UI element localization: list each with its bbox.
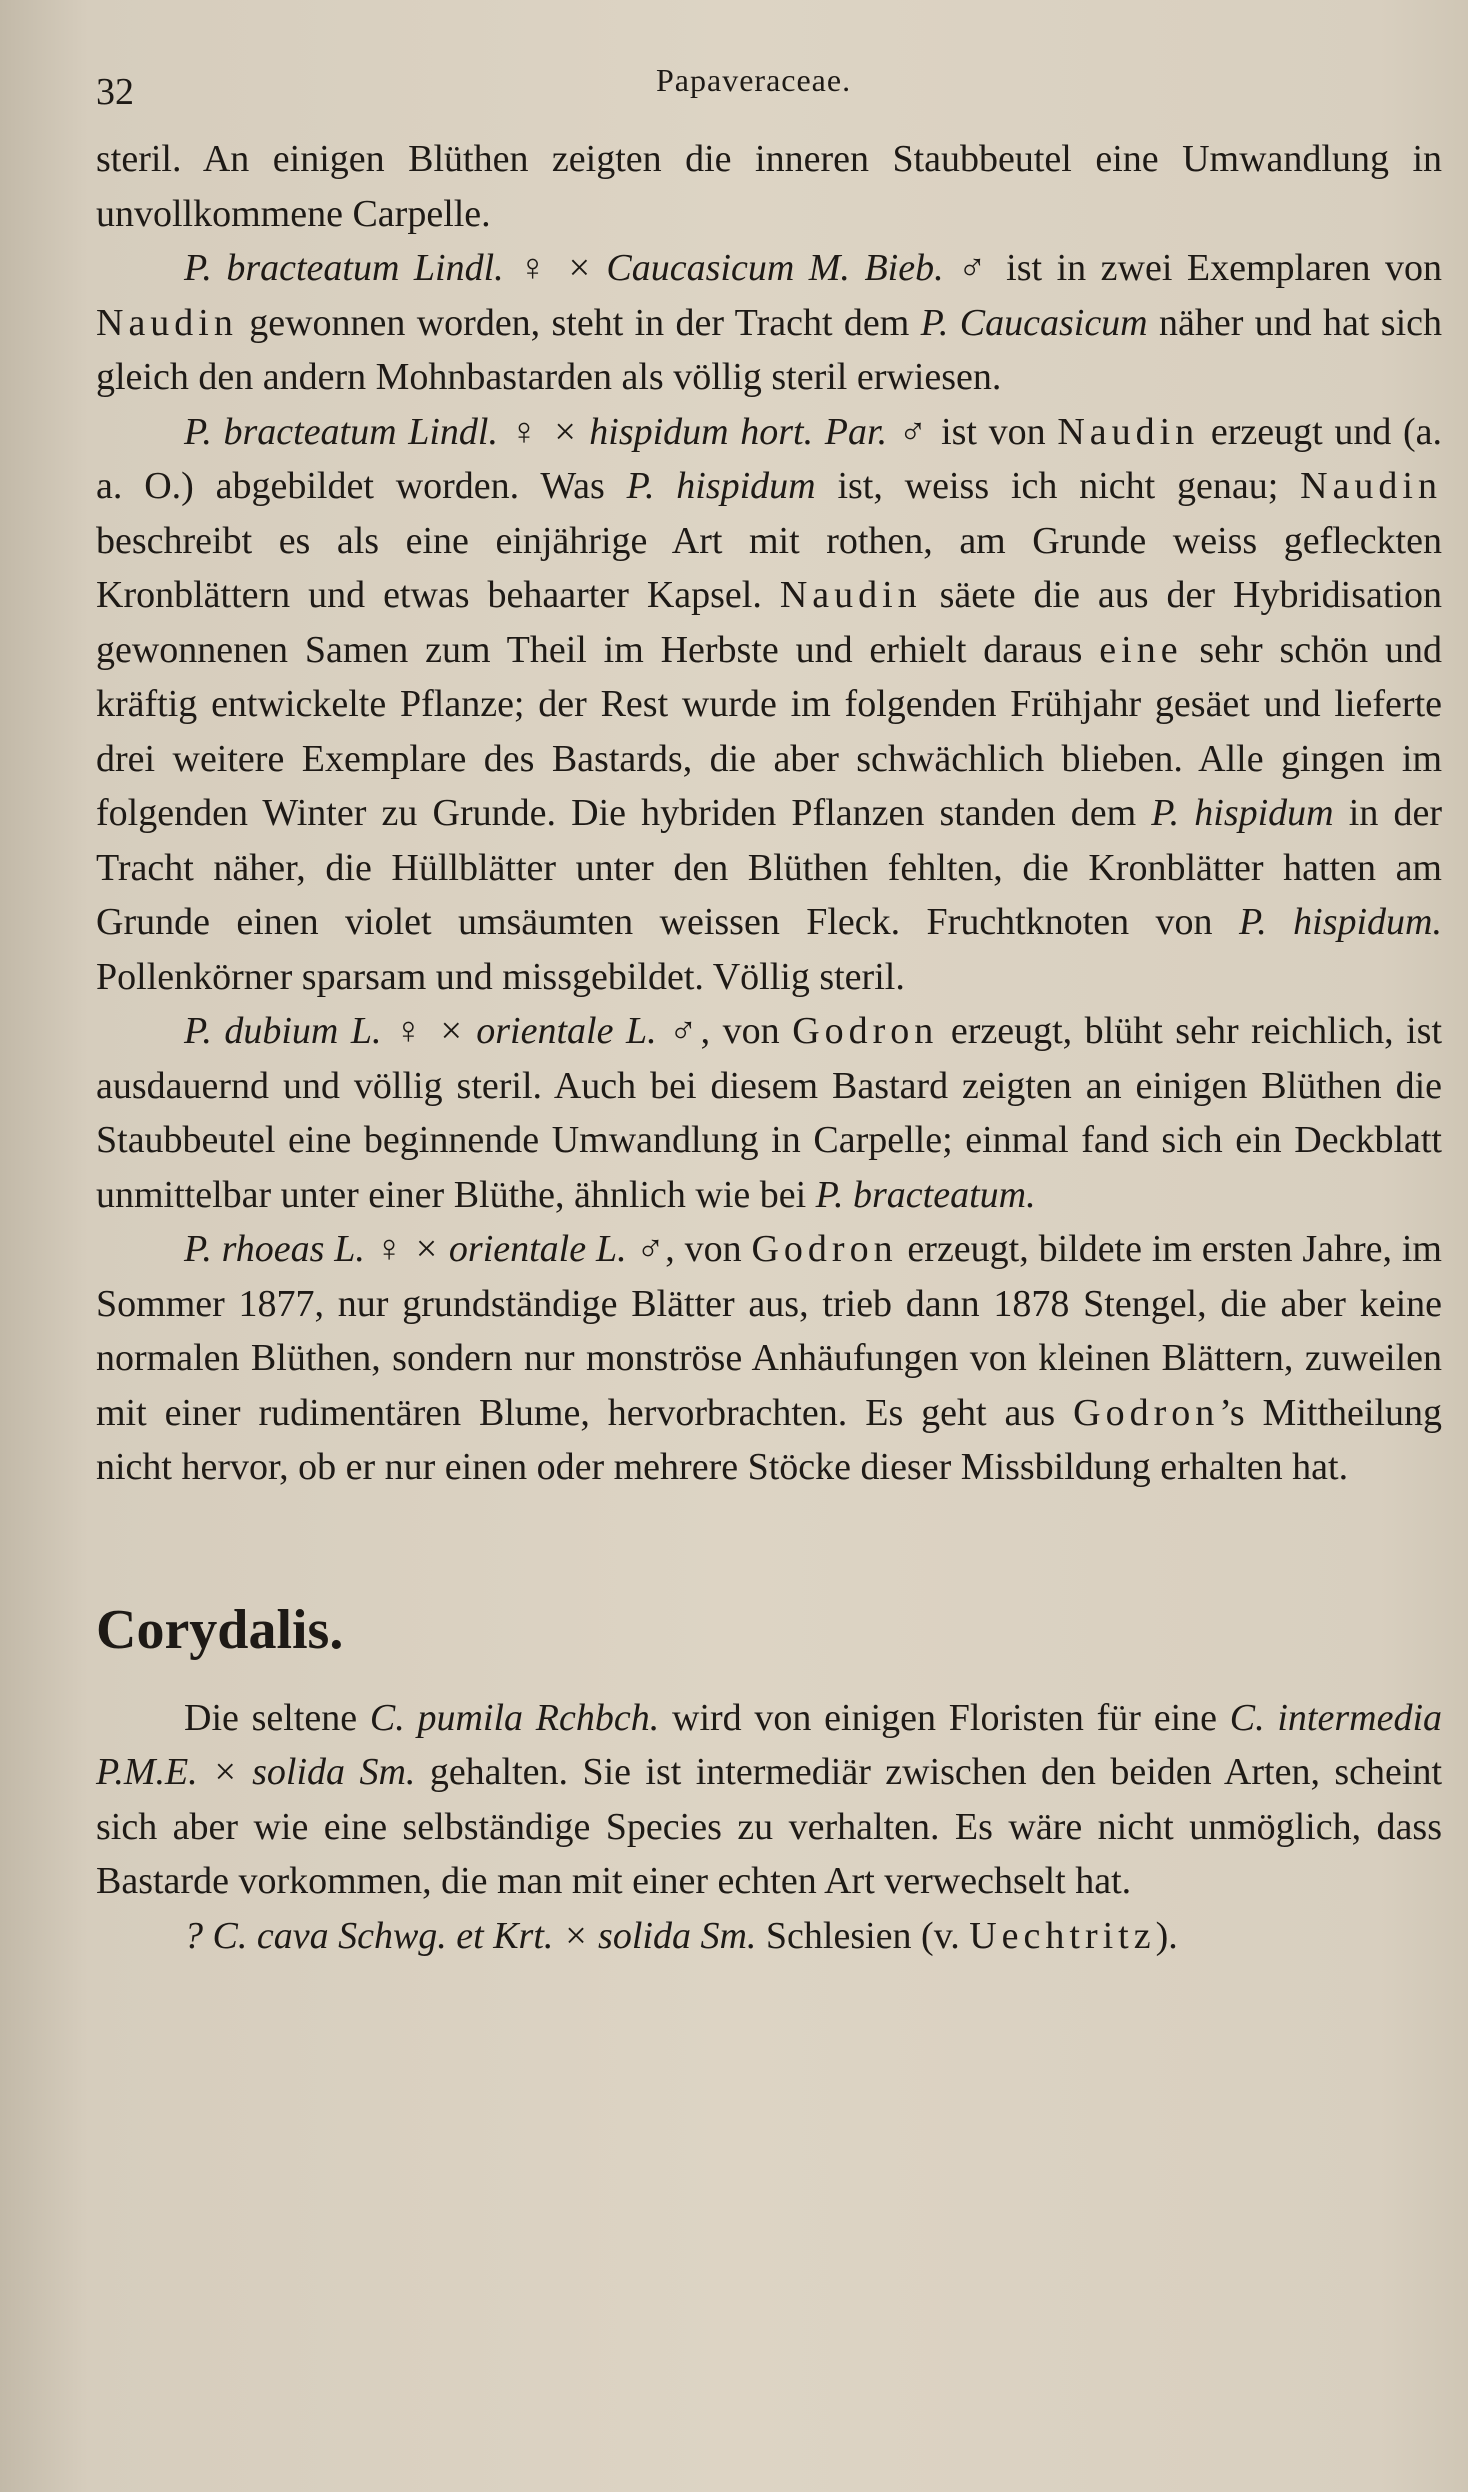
text-run: gewonnen worden, steht in der Tracht dem (237, 301, 921, 344)
section-heading: Corydalis. (96, 1598, 344, 1661)
text-run: säete die aus der Hybridisation gewonnenen Samen zum Theil im Herbste und erhielt daraus (96, 574, 1442, 671)
text-run: beschreibt es als eine einjährige Art mit rothen, am Grunde weiss gefleckten Kronblättern und etwas behaarter Kapsel. (96, 519, 1442, 616)
spaced-name: Uechtritz (969, 1914, 1156, 1957)
text-run: steril. An einigen Blüthen zeigten die inneren Staubbeutel eine Umwandlung in unvollkommene Carpelle. (96, 138, 1442, 235)
paragraph (96, 1909, 1442, 1964)
page-header (96, 62, 1388, 112)
section-text (96, 1691, 1442, 1964)
text-run: ist, weiss ich nicht genau; (815, 465, 1301, 507)
spaced-name: Naudin (1300, 465, 1442, 507)
italic-run: P. Caucasicum (920, 301, 1148, 344)
italic-run: C. pumila Rchbch. (369, 1696, 660, 1739)
spaced-name: Godron (792, 1010, 939, 1052)
spaced-name: Naudin (96, 301, 238, 344)
text-run: gehalten. Sie ist intermediär zwischen den beiden Arten, scheint sich aber wie eine selbständige Species zu verhalten. Es wäre nicht unmöglich, dass Bastarde vorkommen, die man mit einer echten Art verwechselt hat. (96, 1751, 1443, 1902)
text-run: Pollenkörner sparsam und missgebildet. Völlig steril. (96, 955, 905, 998)
main-text (96, 132, 1442, 1495)
spaced-name: Godron (751, 1228, 898, 1270)
text-run: ’s Mittheilung nicht hervor, ob er nur einen oder mehrere Stöcke dieser Missbildung erhalten hat. (96, 1391, 1442, 1488)
italic-run: P. hispidum (626, 465, 816, 507)
paragraph (96, 1004, 1442, 1222)
spaced-name: Naudin (1057, 410, 1200, 453)
running-title: Papaveraceae. (656, 62, 852, 98)
italic-run: P. hispidum (1151, 792, 1334, 834)
paragraph (96, 241, 1442, 405)
text-run: ist in zwei Exemplaren von (991, 247, 1442, 289)
italic-run: P. rhoeas L. ♀ × orientale L. ♂ (184, 1228, 666, 1270)
italic-run: P. bracteatum Lindl. ♀ × hispidum hort. Par. ♂ (184, 410, 930, 453)
text-run: , von (665, 1228, 752, 1270)
text-run: , von (700, 1010, 793, 1052)
italic-run: ? C. cava Schwg. et Krt. × solida Sm. (184, 1914, 757, 1957)
italic-run: P. bracteatum. (815, 1173, 1036, 1216)
italic-run: P. dubium L. ♀ × orientale L. ♂ (184, 1010, 701, 1052)
text-run: Schlesien (v. (756, 1914, 970, 1957)
text-run: erzeugt, bildete im ersten Jahre, im Sommer 1877, nur grundständige Blätter aus, trieb dann 1878 Stengel, die aber keine normalen Blüthen, sondern nur monströse Anhäufungen von kleinen Blättern, zuweilen mit einer rudimentären Blume, hervorbrachten. Es geht aus (96, 1228, 1442, 1434)
italic-run: P. hispidum. (1238, 901, 1442, 943)
text-run: ist von (929, 410, 1058, 453)
text-run: Die seltene (184, 1696, 370, 1739)
italic-run: P. bracteatum Lindl. ♀ × Caucasicum M. Bieb. ♂ (184, 247, 992, 289)
text-run: wird von einigen Floristen für eine (659, 1696, 1230, 1739)
spaced-name: Godron (1073, 1391, 1220, 1434)
spaced-name: Naudin (779, 574, 922, 616)
italic-run: C. intermedia P.M.E. × solida Sm. (96, 1696, 1443, 1793)
page-body (96, 132, 1442, 1963)
text-run: sehr schön und kräftig entwickelte Pflanze; der Rest wurde im folgenden Frühjahr gesäet und lieferte drei weitere Exemplare des Bastards, die aber schwächlich blieben. Alle gingen im folgenden Winter zu Grunde. Die hybriden Pflanzen standen dem (96, 628, 1442, 834)
text-run: in der Tracht näher, die Hüllblätter unter den Blüthen fehlten, die Kronblätter hatten am Grunde einen violet umsäumten weissen Fleck. Fruchtknoten von (96, 792, 1442, 943)
spaced-name: eine (1099, 628, 1183, 671)
text-run: näher und hat sich gleich den andern Mohnbastarden als völlig steril erwiesen. (96, 301, 1442, 398)
paragraph (96, 1222, 1442, 1495)
paragraph (96, 132, 1442, 241)
text-run: erzeugt, blüht sehr reichlich, ist ausdauernd und völlig steril. Auch bei diesem Bastard zeigten an einigen Blüthen die Staubbeutel eine beginnende Umwandlung in Carpelle; einmal fand sich ein Deckblatt unmittelbar unter einer Blüthe, ähnlich wie bei (96, 1010, 1442, 1216)
paragraph (96, 1691, 1442, 1909)
page-number: 32 (96, 71, 134, 113)
text-run: erzeugt und (a. a. O.) abgebildet worden. Was (96, 410, 1443, 507)
paragraph (96, 405, 1442, 1005)
text-run: ). (1155, 1914, 1178, 1957)
